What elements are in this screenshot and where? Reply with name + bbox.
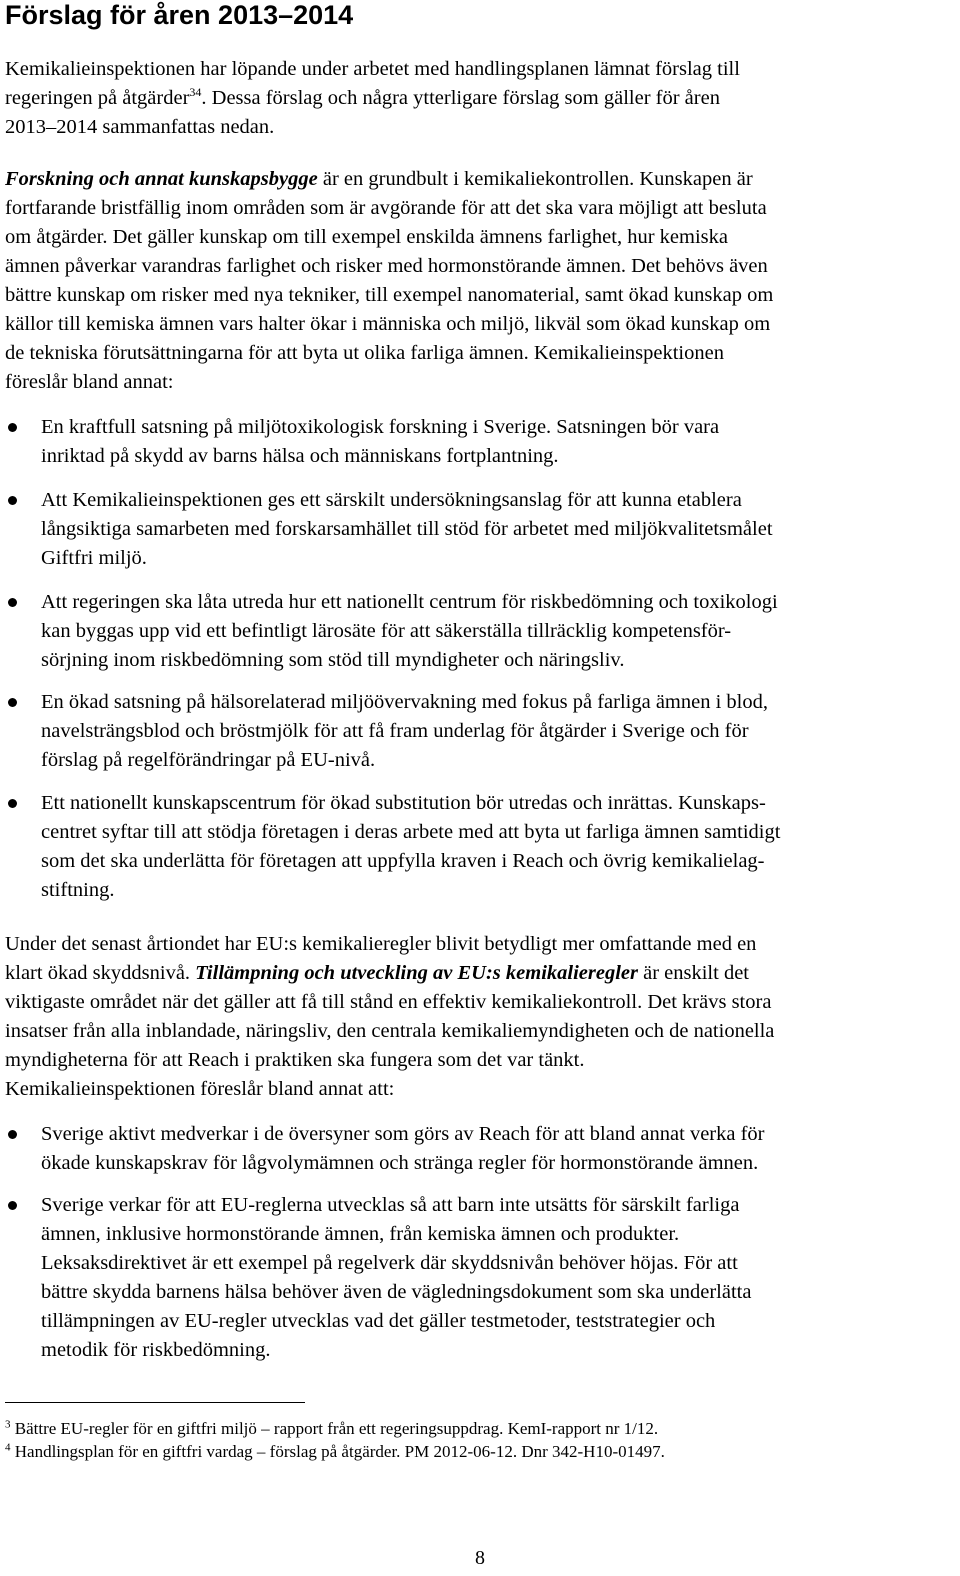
text-line: källor till kemiska ämnen vars halter ökar i människa och miljö, likväl som ökad kunskap om — [5, 313, 771, 335]
emphasis-research: Forskning och annat kunskapsbygge — [5, 168, 318, 190]
eu-paragraph — [5, 930, 953, 1104]
text-line: myndigheterna för att Reach i praktiken ska fungera som det var tänkt. — [5, 1049, 585, 1071]
text-run: är enskilt det — [637, 962, 749, 984]
text-line: Sverige verkar för att EU-reglerna utvecklas så att barn inte utsätts för särskilt farliga — [41, 1194, 740, 1216]
text-line: om åtgärder. Det gäller kunskap om till exempel enskilda ämnens farlighet, hur kemiska — [5, 226, 728, 248]
text-line: Kemikalieinspektionen föreslår bland annat att: — [5, 1078, 395, 1100]
text-line: ökade kunskapskrav för lågvolymämnen och stränga regler för hormonstörande ämnen. — [41, 1152, 759, 1174]
text-line: En kraftfull satsning på miljötoxikologisk forskning i Sverige. Satsningen bör vara — [41, 416, 720, 438]
text-run: klart ökad skyddsnivå. — [5, 962, 196, 984]
footnote-number: 3 — [5, 1418, 11, 1431]
text-line: långsiktiga samarbeten med forskarsamhället till stöd för arbetet med miljökvalitetsmålet — [41, 518, 773, 540]
bullet-icon — [8, 496, 17, 505]
research-paragraph — [5, 165, 953, 397]
intro-paragraph — [5, 55, 953, 142]
text-line: ämnen påverkar varandras farlighet och risker med hormonstörande ämnen. Det behövs även — [5, 255, 768, 277]
text-line — [5, 959, 953, 988]
text-line: inriktad på skydd av barns hälsa och människans fortplantning. — [41, 445, 559, 467]
text-line: Ett nationellt kunskapscentrum för ökad substitution bör utredas och inrättas. Kunskaps- — [41, 792, 766, 814]
footnote-4 — [5, 1441, 665, 1463]
text-line — [5, 84, 953, 113]
text-line: Att Kemikalieinspektionen ges ett särskilt undersökningsanslag för att kunna etablera — [41, 489, 742, 511]
footnote-number: 4 — [5, 1441, 11, 1454]
page-number: 8 — [475, 1547, 485, 1569]
footnote-3 — [5, 1418, 658, 1440]
text-line: ämnen, inklusive hormonstörande ämnen, från kemiska ämnen och produkter. — [41, 1223, 680, 1245]
bullet-icon — [8, 423, 17, 432]
text-run: . Dessa förslag och några ytterligare förslag som gäller för åren — [201, 87, 720, 109]
text-line: insatser från alla inblandade, näringsliv, den centrala kemikaliemyndigheten och de nationella — [5, 1020, 775, 1042]
text-run: regeringen på åtgärder — [5, 87, 190, 109]
text-line: bättre skydda barnens hälsa behöver även de vägledningsdokument som ska underlätta — [41, 1281, 752, 1303]
footnote-text: Handlingsplan för en giftfri vardag – förslag på åtgärder. PM 2012-06-12. Dnr 342-H10-01497. — [10, 1442, 665, 1461]
text-line: sörjning inom riskbedömning som stöd till myndigheter och näringsliv. — [41, 649, 625, 671]
emphasis-eu-rules: Tillämpning och utveckling av EU:s kemikalieregler — [195, 962, 638, 984]
text-line: de tekniska förutsättningarna för att byta ut olika farliga ämnen. Kemikalieinspektionen — [5, 342, 724, 364]
bullet-icon — [8, 1130, 17, 1139]
bullet-icon — [8, 799, 17, 808]
text-line: förslag på regelförändringar på EU-nivå. — [41, 749, 376, 771]
footnote-text: Bättre EU-regler för en giftfri miljö – rapport från ett regeringsuppdrag. KemI-rapport nr 1/12. — [10, 1419, 659, 1438]
bullet-icon — [8, 598, 17, 607]
text-line: tillämpningen av EU-regler utvecklas vad det gäller testmetoder, teststrategier och — [41, 1310, 716, 1332]
text-line: navelsträngsblod och bröstmjölk för att få fram underlag för åtgärder i Sverige och för — [41, 720, 749, 742]
text-line: metodik för riskbedömning. — [41, 1339, 271, 1361]
text-run: är en grundbult i kemikaliekontrollen. Kunskapen är — [317, 168, 753, 190]
bullet-icon — [8, 1201, 17, 1210]
text-line: Giftfri miljö. — [41, 547, 147, 569]
text-line: Sverige aktivt medverkar i de översyner som görs av Reach för att bland annat verka för — [41, 1123, 765, 1145]
bullet-icon — [8, 698, 17, 707]
text-line: viktigaste området när det gäller att få till stånd en effektiv kemikaliekontroll. Det krävs stora — [5, 991, 772, 1013]
text-line: kan byggas upp vid ett befintligt lärosäte för att säkerställa tillräcklig kompetensför- — [41, 620, 732, 642]
footnote-reference[interactable]: 34 — [189, 85, 202, 100]
text-line: Under det senast årtiondet har EU:s kemikalieregler blivit betydligt mer omfattande med en — [5, 933, 757, 955]
text-line: föreslår bland annat: — [5, 371, 174, 393]
text-line: Att regeringen ska låta utreda hur ett nationellt centrum för riskbedömning och toxikologi — [41, 591, 778, 613]
text-line: bättre kunskap om risker med nya tekniker, till exempel nanomaterial, samt ökad kunskap om — [5, 284, 774, 306]
page-title: Förslag för åren 2013–2014 — [5, 0, 354, 30]
text-line: stiftning. — [41, 879, 115, 901]
text-line: fortfarande bristfällig inom områden som är avgörande för att det ska vara möjligt att besluta — [5, 197, 767, 219]
text-line: 2013–2014 sammanfattas nedan. — [5, 116, 275, 138]
text-line: som det ska underlätta för företagen att uppfylla kraven i Reach och övrig kemikalielag- — [41, 850, 765, 872]
text-line: Leksaksdirektivet är ett exempel på regelverk där skyddsnivån behöver höjas. För att — [41, 1252, 738, 1274]
text-line: En ökad satsning på hälsorelaterad miljöövervakning med fokus på farliga ämnen i blod, — [41, 691, 768, 713]
footnote-divider — [5, 1402, 305, 1403]
text-line: centret syftar till att stödja företagen i deras arbete med att byta ut farliga ämnen samtidigt — [41, 821, 781, 843]
text-line — [5, 165, 953, 194]
text-line: Kemikalieinspektionen har löpande under arbetet med handlingsplanen lämnat förslag till — [5, 58, 740, 80]
